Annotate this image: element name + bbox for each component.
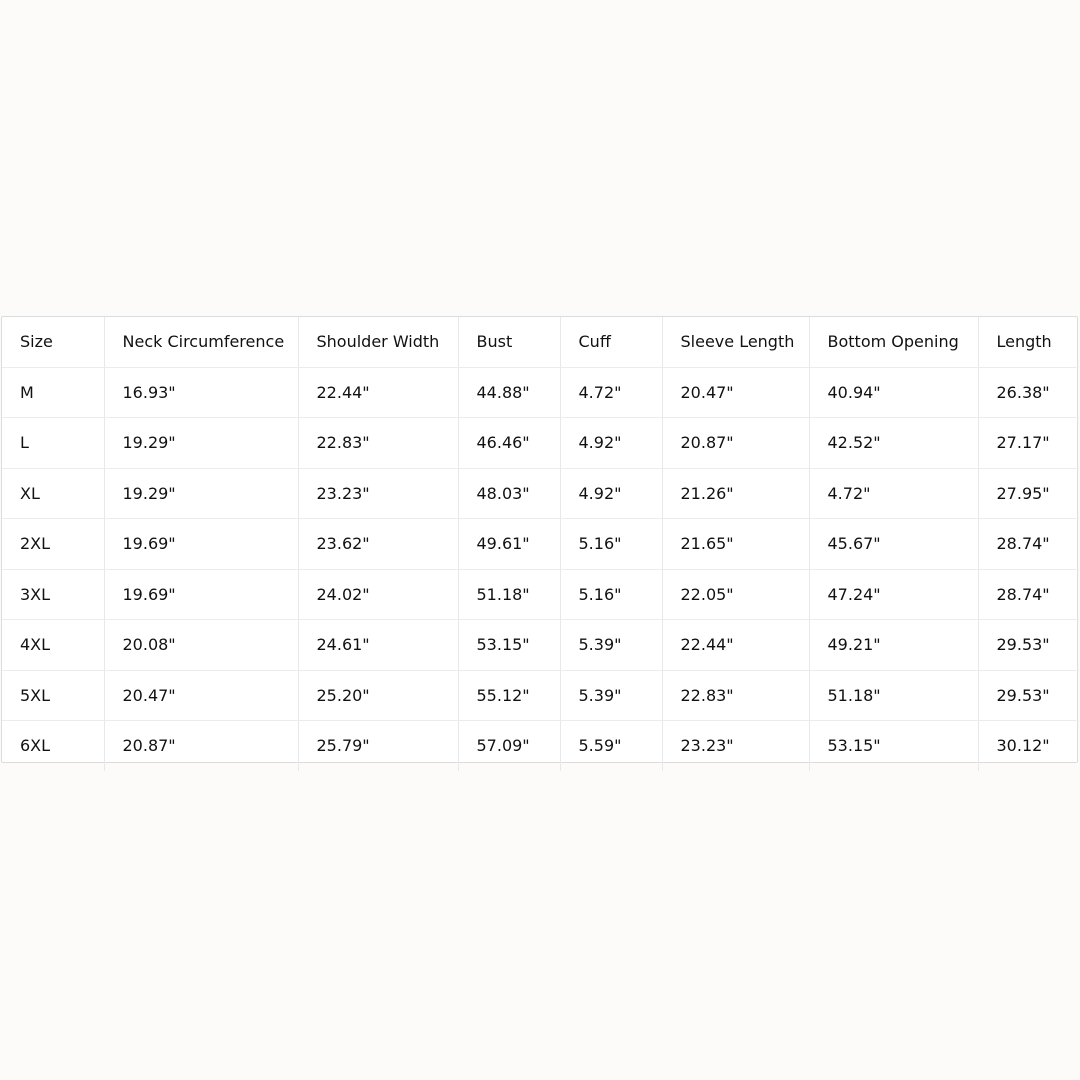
table-cell: 27.95": [978, 468, 1079, 519]
table-cell: 55.12": [458, 670, 560, 721]
table-cell: 20.47": [662, 367, 809, 418]
table-cell: M: [2, 367, 104, 418]
table-cell: 5.59": [560, 721, 662, 771]
table-cell: 48.03": [458, 468, 560, 519]
table-cell: 5XL: [2, 670, 104, 721]
header-cuff: Cuff: [560, 317, 662, 367]
header-bust: Bust: [458, 317, 560, 367]
table-cell: 27.17": [978, 418, 1079, 469]
table-cell: 23.23": [662, 721, 809, 771]
table-cell: 2XL: [2, 519, 104, 570]
table-cell: 53.15": [458, 620, 560, 671]
table-cell: 57.09": [458, 721, 560, 771]
table-cell: 49.61": [458, 519, 560, 570]
table-cell: 4.72": [809, 468, 978, 519]
table-cell: 5.39": [560, 670, 662, 721]
table-cell: 51.18": [458, 569, 560, 620]
table-cell: L: [2, 418, 104, 469]
table-cell: 40.94": [809, 367, 978, 418]
table-row: [2, 468, 1079, 519]
table-cell: 4XL: [2, 620, 104, 671]
table-cell: 23.62": [298, 519, 458, 570]
table-cell: 45.67": [809, 519, 978, 570]
table-cell: 23.23": [298, 468, 458, 519]
header-neck-circumference: Neck Circumference: [104, 317, 298, 367]
table-cell: 53.15": [809, 721, 978, 771]
table-cell: 16.93": [104, 367, 298, 418]
table-cell: 24.02": [298, 569, 458, 620]
table-cell: XL: [2, 468, 104, 519]
table-cell: 29.53": [978, 670, 1079, 721]
table-cell: 19.69": [104, 569, 298, 620]
table-cell: 22.44": [662, 620, 809, 671]
table-cell: 28.74": [978, 519, 1079, 570]
table-cell: 20.87": [104, 721, 298, 771]
table-row: [2, 569, 1079, 620]
table-header-row: [2, 317, 1079, 367]
table-cell: 46.46": [458, 418, 560, 469]
table-row: [2, 620, 1079, 671]
header-length: Length: [978, 317, 1079, 367]
table-cell: 30.12": [996, 736, 1050, 756]
table-cell: 20.08": [104, 620, 298, 671]
size-chart: [1, 316, 1078, 763]
table-cell: 24.61": [298, 620, 458, 671]
table-cell: 4.92": [560, 418, 662, 469]
table-cell: 19.29": [104, 468, 298, 519]
table-cell: 22.44": [298, 367, 458, 418]
table-cell: 22.83": [662, 670, 809, 721]
header-sleeve-length: Sleeve Length: [662, 317, 809, 367]
table-cell: 4.92": [560, 468, 662, 519]
table-row: [2, 721, 1079, 771]
table-cell: 49.21": [809, 620, 978, 671]
header-size: Size: [2, 317, 104, 367]
table-cell: 22.05": [662, 569, 809, 620]
table-row: [2, 367, 1079, 418]
header-bottom-opening: Bottom Opening: [809, 317, 978, 367]
table-cell: 25.79": [298, 721, 458, 771]
table-row: [2, 418, 1079, 469]
table-cell: 44.88": [458, 367, 560, 418]
table-cell: 28.74": [978, 569, 1079, 620]
table-cell: 19.69": [104, 519, 298, 570]
table-cell: 42.52": [809, 418, 978, 469]
table-cell: 5.39": [560, 620, 662, 671]
table-row: [2, 670, 1079, 721]
table-cell: 51.18": [809, 670, 978, 721]
table-cell: 4.72": [560, 367, 662, 418]
table-cell: 20.87": [662, 418, 809, 469]
table-cell: 19.29": [104, 418, 298, 469]
size-table: [2, 317, 1079, 771]
table-cell: 47.24": [809, 569, 978, 620]
table-cell: 21.26": [662, 468, 809, 519]
table-cell: 20.47": [104, 670, 298, 721]
table-cell: 6XL: [2, 721, 104, 771]
table-cell: 21.65": [662, 519, 809, 570]
table-cell: 29.53": [978, 620, 1079, 671]
table-cell: 5.16": [560, 519, 662, 570]
table-cell: 3XL: [2, 569, 104, 620]
table-cell: 5.16": [560, 569, 662, 620]
header-shoulder-width: Shoulder Width: [298, 317, 458, 367]
table-cell: 25.20": [298, 670, 458, 721]
table-cell: 26.38": [978, 367, 1079, 418]
table-row: [2, 519, 1079, 570]
table-cell: 22.83": [298, 418, 458, 469]
